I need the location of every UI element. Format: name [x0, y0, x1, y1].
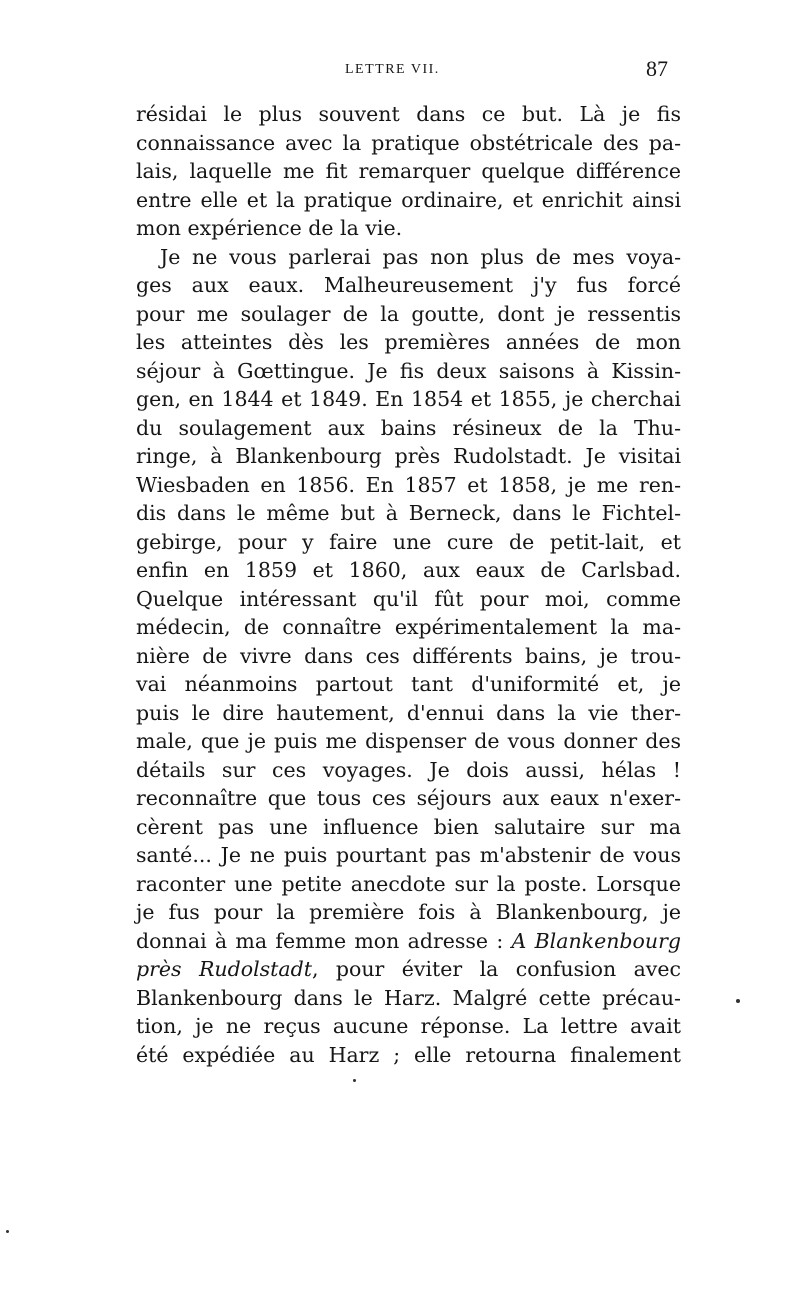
text-line: Blankenbourg dans le Harz. Malgré cette précau-	[136, 985, 681, 1010]
text-line: cèrent pas une influence bien salutaire sur ma	[136, 814, 681, 839]
text-line: reconnaître que tous ces séjours aux eaux n'exer-	[136, 786, 681, 810]
text-line: santé... Je ne puis pourtant pas m'abstenir de vous	[136, 843, 681, 867]
text-line: du soulagement aux bains résineux de la Thu-	[136, 415, 681, 440]
scan-speck	[6, 1230, 9, 1233]
running-head: LETTRE VII.	[345, 62, 440, 77]
text-line: entre elle et la pratique ordinaire, et enrichit ainsi	[136, 187, 681, 212]
page-number: 87	[646, 56, 668, 81]
text-segment: , pour éviter la confusion avec	[311, 957, 681, 981]
italic-address: près Rudolstadt	[136, 957, 312, 981]
text-line: mon expérience de la vie.	[136, 216, 403, 240]
text-line-address	[136, 955, 681, 984]
text-line: connaissance avec la pratique obstétricale des pa-	[136, 130, 681, 155]
text-line: pour me soulager de la goutte, dont je ressentis	[136, 301, 681, 326]
text-line: raconter une petite anecdote sur la poste. Lorsque	[136, 871, 681, 896]
text-line: séjour à Gœttingue. Je fis deux saisons à Kissin-	[136, 358, 681, 383]
text-line: Je ne vous parlerai pas non plus de mes voya-	[160, 244, 681, 269]
text-line: je fus pour la première fois à Blankenbourg, je	[136, 900, 681, 924]
text-line: résidai le plus souvent dans ce but. Là je fis	[136, 102, 681, 126]
scan-speck	[353, 1079, 356, 1082]
text-line: ges aux eaux. Malheureusement j'y fus forcé	[136, 273, 681, 297]
text-line: ringe, à Blankenbourg près Rudolstadt. Je visitai	[136, 444, 681, 468]
text-line: Quelque intéressant qu'il fût pour moi, comme	[136, 586, 681, 611]
text-segment: donnai à ma femme mon adresse :	[136, 928, 512, 953]
text-line: dis dans le même but à Berneck, dans le Fichtel-	[136, 501, 681, 525]
text-line: médecin, de connaître expérimentalement la ma-	[136, 615, 681, 639]
text-line: gen, en 1844 et 1849. En 1854 et 1855, je cherchai	[136, 387, 681, 411]
italic-address: A Blankenbourg	[511, 928, 682, 953]
text-line: tion, je ne reçus aucune réponse. La lettre avait	[136, 1014, 681, 1038]
text-line: male, que je puis me dispenser de vous donner des	[136, 729, 681, 753]
text-line: détails sur ces voyages. Je dois aussi, hélas !	[136, 757, 681, 782]
body-text	[136, 100, 681, 1069]
text-line: Wiesbaden en 1856. En 1857 et 1858, je me ren-	[136, 472, 681, 497]
text-line: lais, laquelle me fit remarquer quelque différence	[136, 159, 681, 183]
text-line: enfin en 1859 et 1860, aux eaux de Carlsbad.	[136, 558, 681, 582]
page-header	[135, 56, 668, 86]
scan-speck	[736, 999, 740, 1003]
text-line-address	[136, 927, 681, 956]
text-line: gebirge, pour y faire une cure de petit-lait, et	[136, 529, 681, 554]
text-line: été expédiée au Harz ; elle retourna finalement	[136, 1042, 681, 1067]
text-line: vai néanmoins partout tant d'uniformité et, je	[136, 672, 681, 696]
text-line: les atteintes dès les premières années de mon	[136, 330, 681, 354]
text-line: puis le dire hautement, d'ennui dans la vie ther-	[136, 700, 681, 725]
text-line: nière de vivre dans ces différents bains, je trou-	[136, 643, 681, 668]
